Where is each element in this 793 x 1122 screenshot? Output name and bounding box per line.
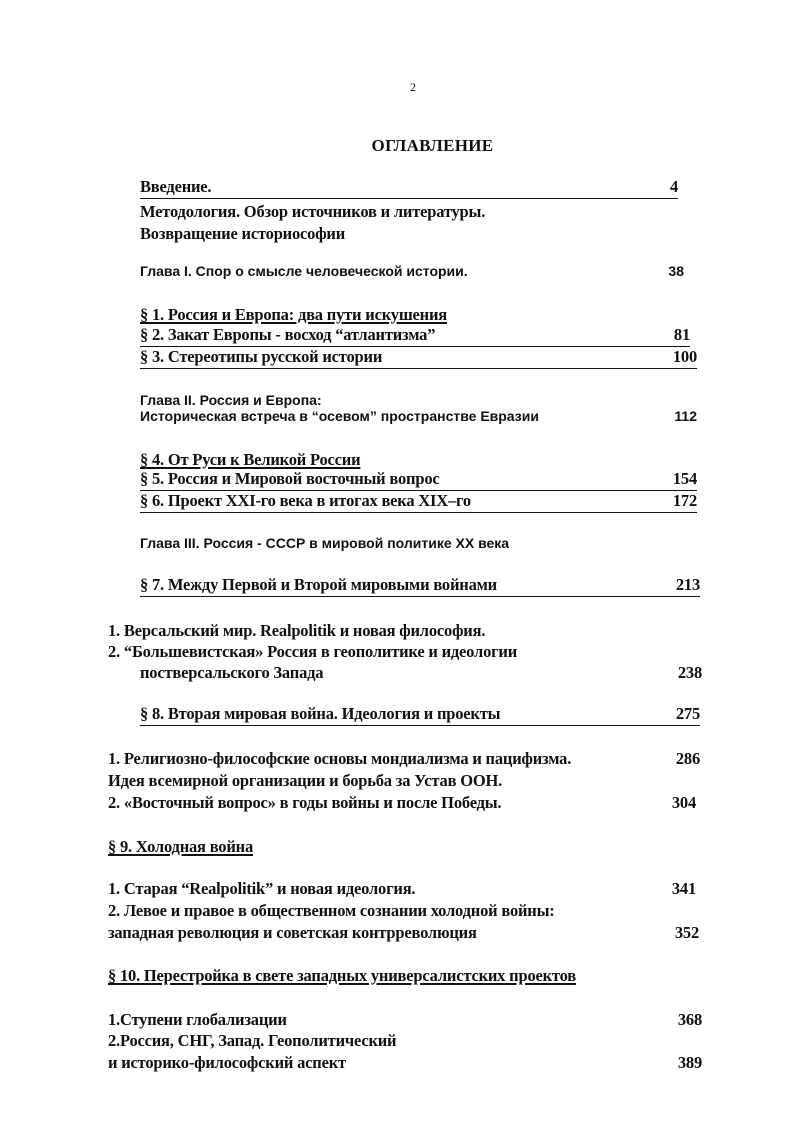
toc-entry bbox=[140, 663, 702, 683]
entry-text: Глава I. Спор о смысле человеческой истории. bbox=[140, 263, 468, 279]
entry-text: 1. Версальский мир. Realpolitik и новая философия. bbox=[108, 621, 486, 640]
toc-entry bbox=[108, 923, 699, 943]
entry-page: 81 bbox=[673, 325, 690, 344]
toc-entry bbox=[140, 178, 678, 199]
entry-page: 100 bbox=[672, 347, 697, 366]
entry-text: § 1. Россия и Европа: два пути искушения bbox=[140, 305, 448, 324]
entry-text: 2.Россия, СНГ, Запад. Геополитический bbox=[108, 1031, 397, 1050]
entry-text: 2. «Восточный вопрос» в годы войны и после Победы. bbox=[108, 793, 502, 812]
entry-text: и историко-философский аспект bbox=[108, 1053, 346, 1072]
toc-entry bbox=[140, 224, 345, 244]
toc-entry bbox=[140, 470, 697, 491]
entry-page: 304 bbox=[671, 793, 696, 812]
entry-page: 286 bbox=[675, 749, 700, 768]
toc-entry bbox=[108, 966, 576, 986]
toc-entry bbox=[108, 879, 696, 899]
toc-entry bbox=[108, 793, 696, 813]
toc-entry bbox=[140, 305, 447, 325]
entry-page: 38 bbox=[668, 263, 684, 279]
toc-entry bbox=[108, 1010, 702, 1030]
entry-text: западная революция и советская контрреволюция bbox=[108, 923, 477, 942]
entry-text: Возвращение историософии bbox=[140, 224, 346, 243]
entry-text: § 6. Проект XXI-го века в итогах века XIX–го bbox=[140, 491, 471, 510]
entry-text: Глава III. Россия - СССР в мировой политике XX века bbox=[140, 535, 510, 551]
entry-text: 2. “Большевистская» Россия в геополитике и идеологии bbox=[108, 642, 518, 661]
toc-entry bbox=[108, 837, 253, 857]
entry-page: 172 bbox=[672, 491, 697, 510]
entry-page: 4 bbox=[669, 177, 678, 196]
chapter-heading bbox=[140, 263, 684, 283]
entry-text: § 7. Между Первой и Второй мировыми войнами bbox=[140, 575, 497, 594]
entry-text: § 5. Россия и Мировой восточный вопрос bbox=[140, 469, 440, 488]
toc-entry bbox=[108, 749, 700, 769]
entry-text: § 3. Стереотипы русской истории bbox=[140, 347, 383, 366]
toc-entry bbox=[108, 1053, 702, 1073]
toc-title: ОГЛАВЛЕНИЕ bbox=[371, 136, 494, 155]
entry-page: 154 bbox=[672, 469, 697, 488]
toc-entry bbox=[108, 901, 555, 921]
entry-page: 341 bbox=[671, 879, 696, 898]
toc-entry bbox=[140, 202, 485, 222]
entry-text: § 8. Вторая мировая война. Идеология и проекты bbox=[140, 704, 501, 723]
entry-text: 1.Ступени глобализации bbox=[108, 1010, 287, 1029]
entry-page: 368 bbox=[677, 1010, 702, 1029]
entry-text: § 10. Перестройка в свете западных универсалистских проектов bbox=[108, 966, 576, 985]
toc-entry bbox=[140, 576, 700, 597]
entry-page: 213 bbox=[675, 575, 700, 594]
entry-text: 1. Религиозно-философские основы мондиализма и пацифизма. bbox=[108, 749, 572, 768]
entry-text: постверсальского Запада bbox=[140, 663, 324, 682]
chapter-heading bbox=[140, 535, 509, 555]
entry-text: Введение. bbox=[140, 177, 212, 196]
entry-text: § 4. От Руси к Великой России bbox=[140, 450, 361, 469]
toc-entry bbox=[140, 450, 360, 470]
entry-text: § 9. Холодная война bbox=[108, 837, 254, 856]
entry-text: 2. Левое и правое в общественном сознании холодной войны: bbox=[108, 901, 555, 920]
entry-page: 238 bbox=[677, 663, 702, 682]
entry-text: § 2. Закат Европы - восход “атлантизма” bbox=[140, 325, 436, 344]
entry-text: Идея всемирной организации и борьба за Устав ООН. bbox=[108, 771, 503, 790]
entry-text: Глава II. Россия и Европа: bbox=[140, 392, 322, 408]
entry-text: 1. Старая “Realpolitik” и новая идеология. bbox=[108, 879, 416, 898]
entry-page: 112 bbox=[674, 408, 697, 424]
entry-page: 389 bbox=[677, 1053, 702, 1072]
entry-text: Историческая встреча в “осевом” пространстве Евразии bbox=[140, 408, 539, 424]
toc-entry bbox=[140, 348, 697, 369]
entry-text: Методология. Обзор источников и литературы. bbox=[140, 202, 486, 221]
toc-entry bbox=[140, 705, 700, 726]
entry-page: 352 bbox=[674, 923, 699, 942]
toc-entry bbox=[108, 642, 517, 662]
toc-entry bbox=[108, 771, 502, 791]
entry-page: 275 bbox=[675, 704, 700, 723]
toc-entry bbox=[140, 326, 690, 347]
chapter-heading bbox=[140, 408, 697, 428]
toc-entry bbox=[108, 621, 485, 641]
toc-entry bbox=[108, 1031, 396, 1051]
toc-entry bbox=[140, 492, 697, 513]
page-number: 2 bbox=[410, 80, 416, 94]
